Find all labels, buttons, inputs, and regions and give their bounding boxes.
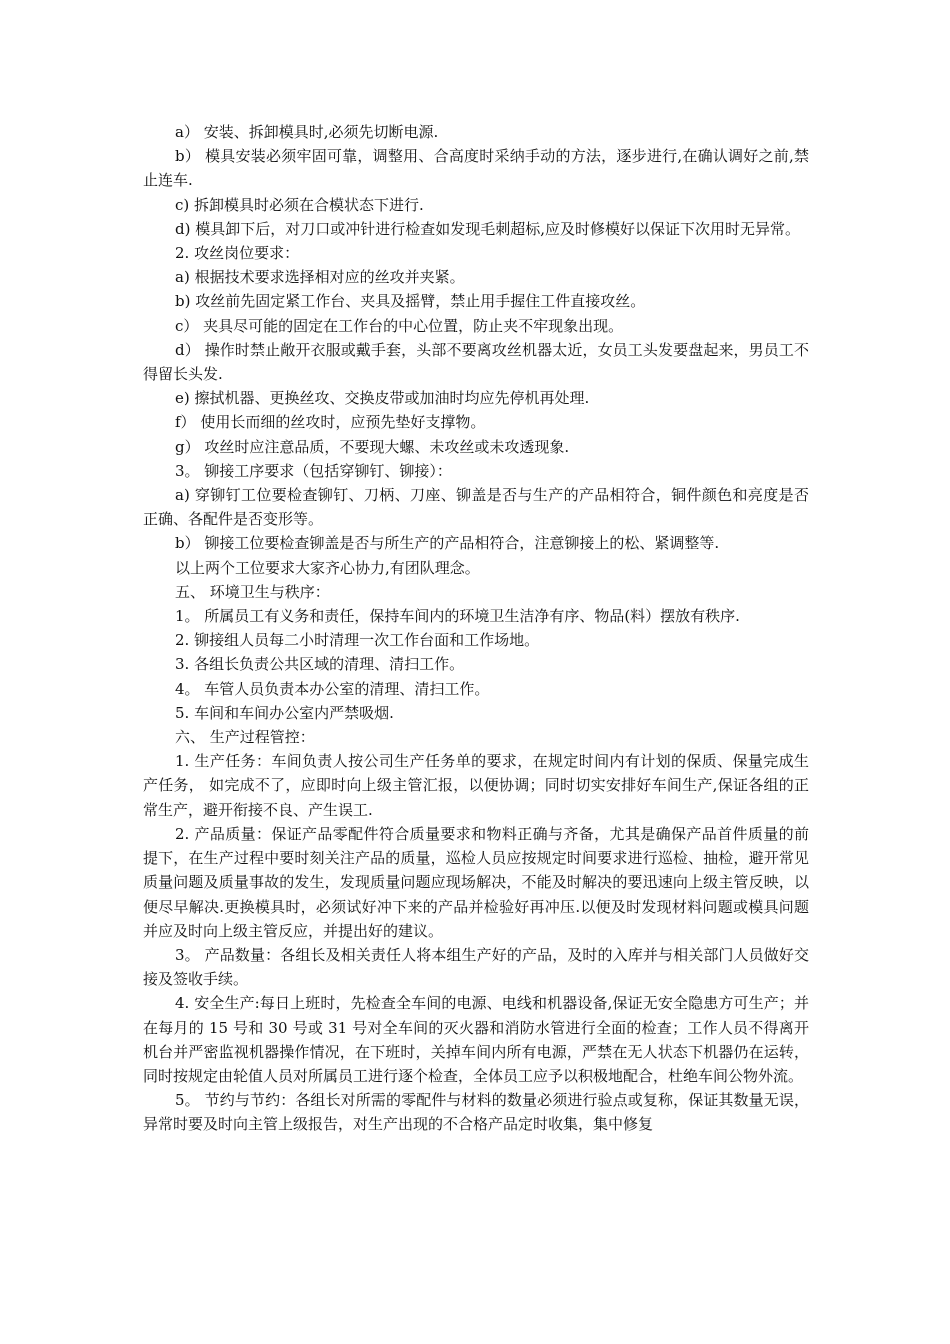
paragraph-tapping-a: a) 根据技术要求选择相对应的丝攻并夹紧。: [175, 268, 465, 287]
paragraph-environment-5: 5. 车间和车间办公室内严禁吸烟.: [175, 703, 394, 722]
paragraph-teamwork: 以上两个工位要求大家齐心协力,有团队理念。: [175, 558, 480, 577]
paragraph-tapping-c: c） 夹具尽可能的固定在工作台的中心位置，防止夹不牢现象出现。: [175, 316, 624, 335]
paragraph-tapping-g: g） 攻丝时应注意品质，不要现大螺、未攻丝或未攻透现象.: [175, 437, 570, 456]
paragraph-tapping-d: d） 操作时禁止敞开衣服或戴手套，头部不要离攻丝机器太近，女员工头发要盘起来，男员工不得留长头发.: [143, 340, 809, 384]
paragraph-mold-d: d) 模具卸下后，对刀口或冲针进行检查如发现毛刺超标,应及时修模好以保证下次用时无异常。: [175, 219, 800, 238]
paragraph-production-quality: 2. 产品质量：保证产品零配件符合质量要求和物料正确与齐备，尤其是确保产品首件质量的前提下，在生产过程中要时刻关注产品的质量，巡检人员应按规定时间要求进行巡检、抽检，避开常见质量问题及质量事故的发生，发现质量问题应现场解决，不能及时解决的要迅速向上级主管反映，以便尽早解决.更换模具时，必须试好冲下来的产品并检验好再冲压.以便及时发现材料问题或模具问题并应及时向上级主管反应，并提出好的建议。: [143, 824, 809, 940]
paragraph-production-saving: 5。 节约与节约：各组长对所需的零配件与材料的数量必须进行验点或复称，保证其数量无误，异常时要及时向主管上级报告，对生产出现的不合格产品定时收集，集中修复: [143, 1091, 809, 1134]
section-heading-environment: 五、 环境卫生与秩序：: [175, 582, 330, 601]
paragraph-mold-b: b） 模具安装必须牢固可靠，调整用、合高度时采纳手动的方法，逐步进行,在确认调好之前,禁止连车.: [143, 147, 809, 190]
paragraph-environment-1: 1。 所属员工有义务和责任，保持车间内的环境卫生洁净有序、物品(料）摆放有秩序.: [175, 607, 740, 626]
paragraph-production-safety: 4. 安全生产:每日上班时，先检查全车间的电源、电线和机器设备,保证无安全隐患方可生产；并在每月的 15 号和 30 号或 31 号对全车间的灭火器和消防水管进行全面的检查；工作人员不得离开机台并严密监视机器操作情况，在下班时，关掉车间内所有电源，严禁在无人状态下机器仍在运转，同时按规定由轮值人员对所属员工进行逐个检查，全体员工应予以积极地配合，杜绝车间公物外流。: [143, 994, 809, 1085]
paragraph-tapping-b: b) 攻丝前先固定紧工作台、夹具及摇臂，禁止用手握住工件直接攻丝。: [175, 292, 646, 311]
paragraph-production-quantity: 3。 产品数量：各组长及相关责任人将本组生产好的产品，及时的入库并与相关部门人员做好交接及签收手续。: [143, 945, 809, 989]
paragraph-tapping-f: f） 使用长而细的丝攻时，应预先垫好支撑物。: [175, 413, 486, 432]
paragraph-riveting-a: a) 穿铆钉工位要检查铆钉、刀柄、刀座、铆盖是否与生产的产品相符合，铜件颜色和亮度是否正确、各配件是否变形等。: [143, 486, 809, 529]
paragraph-environment-2: 2. 铆接组人员每二小时清理一次工作台面和工作场地。: [175, 631, 540, 650]
paragraph-riveting-b: b） 铆接工位要检查铆盖是否与所生产的产品相符合，注意铆接上的松、紧调整等.: [175, 534, 720, 553]
paragraph-tapping-e: e) 擦拭机器、更换丝攻、交换皮带或加油时均应先停机再处理.: [175, 389, 590, 408]
paragraph-mold-a: a） 安装、拆卸模具时,必须先切断电源.: [175, 123, 439, 141]
document-body: [143, 120, 809, 1137]
paragraph-production-task: 1. 生产任务：车间负责人按公司生产任务单的要求，在规定时间内有计划的保质、保量完成生产任务， 如完成不了，应即时向上级主管汇报，以便协调；同时切实安排好车间生产,保证各组的正常生产，避开衔接不良、产生误工.: [143, 752, 809, 819]
section-heading-production: 六、 生产过程管控：: [175, 728, 315, 747]
section-heading-riveting: 3。 铆接工序要求（包括穿铆钉、铆接）：: [175, 461, 452, 480]
section-heading-tapping: 2. 攻丝岗位要求：: [175, 244, 300, 263]
paragraph-mold-c: c) 拆卸模具时必须在合模状态下进行.: [175, 195, 424, 214]
paragraph-environment-3: 3. 各组长负责公共区域的清理、清扫工作。: [175, 655, 465, 674]
paragraph-environment-4: 4。 车管人员负责本办公室的清理、清扫工作。: [175, 679, 490, 698]
